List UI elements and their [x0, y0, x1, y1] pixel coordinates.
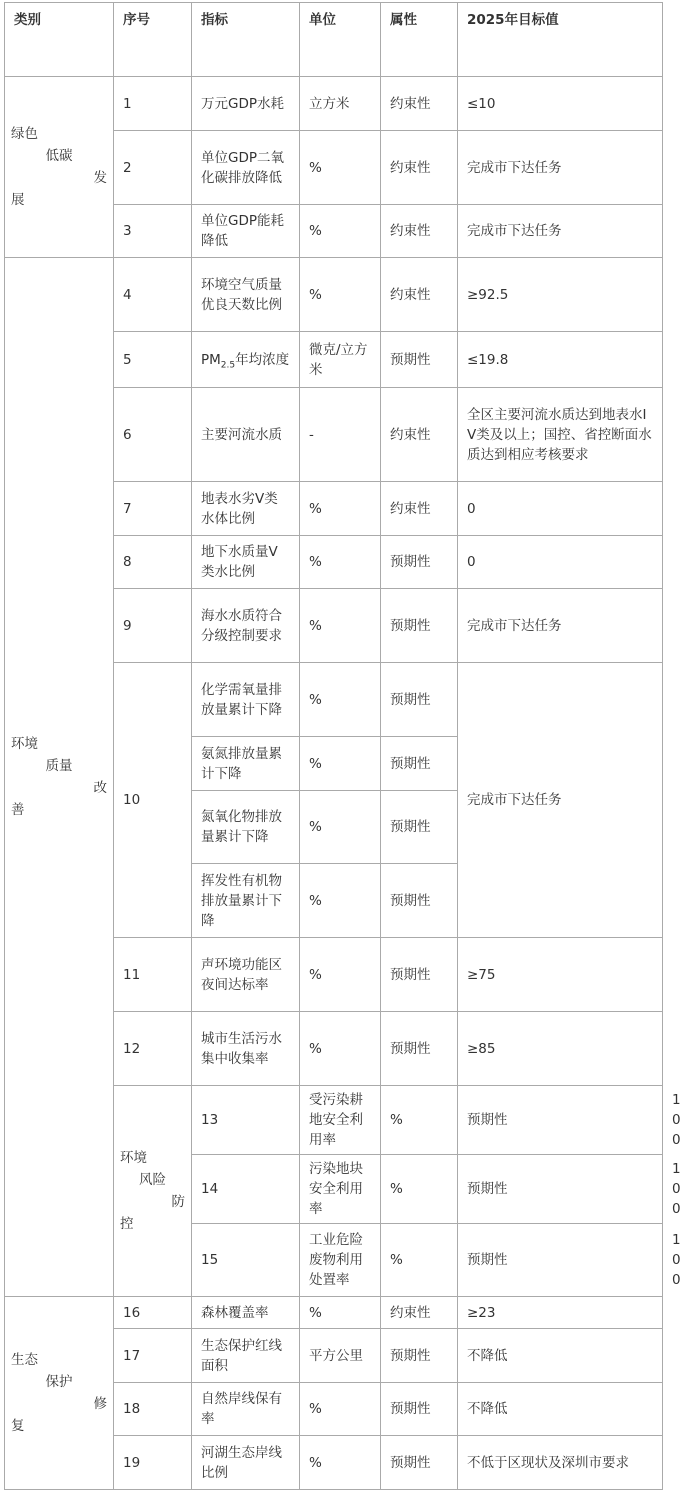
row-target: 不降低	[458, 1383, 663, 1436]
row-attribute: 预期性	[381, 791, 458, 864]
row-indicator: 自然岸线保有率	[192, 1383, 300, 1436]
row-attribute: 预期性	[381, 332, 458, 388]
row-attribute: 预期性	[381, 737, 458, 791]
row-target: ≥85	[458, 1012, 663, 1086]
indicator-subscript: 2.5	[220, 360, 236, 371]
row-indicator: 受污染耕地安全利用率	[300, 1086, 381, 1155]
category-text: 环境	[120, 1150, 147, 1166]
category-text: 复	[11, 1418, 25, 1434]
category-text: 发	[93, 170, 107, 186]
row-index: 10	[114, 663, 192, 938]
row-indicator: 单位GDP二氧化碳排放降低	[192, 131, 300, 205]
row-unit: 微克/立方米	[300, 332, 381, 388]
row-indicator: 主要河流水质	[192, 388, 300, 482]
row-attribute: 预期性	[381, 1436, 458, 1490]
row-unit: %	[300, 737, 381, 791]
indicator-text: 年均浓度	[235, 351, 290, 368]
row-indicator: 单位GDP能耗降低	[192, 205, 300, 258]
row-index: 18	[114, 1383, 192, 1436]
row-attribute: 预期性	[381, 1383, 458, 1436]
row-index: 14	[192, 1155, 300, 1224]
category-text: 善	[11, 802, 25, 818]
row-indicator: 森林覆盖率	[192, 1297, 300, 1329]
row-indicator: 地下水质量V类水比例	[192, 536, 300, 589]
header-category: 类别	[5, 3, 114, 77]
header-target: 2025年目标值	[458, 3, 663, 77]
row-attribute: 约束性	[381, 131, 458, 205]
row-target: ≥92.5	[458, 258, 663, 332]
row-index: 4	[114, 258, 192, 332]
row-attribute: 预期性	[381, 864, 458, 938]
category-text: 改	[93, 780, 107, 796]
row-indicator: 城市生活污水集中收集率	[192, 1012, 300, 1086]
table-row	[5, 77, 663, 131]
row-index: 13	[192, 1086, 300, 1155]
row-attribute: 预期性	[381, 589, 458, 663]
row-unit: %	[300, 938, 381, 1012]
category-text: 修	[93, 1396, 107, 1412]
row-unit: %	[300, 1436, 381, 1490]
row-indicator: 声环境功能区夜间达标率	[192, 938, 300, 1012]
row-indicator: 氮氧化物排放量累计下降	[192, 791, 300, 864]
table-row: 环境 风险 防 控 13 受污染耕地安全利用率 % 预期性 100	[5, 1086, 663, 1155]
row-index: 2	[114, 131, 192, 205]
row-index: 1	[114, 77, 192, 131]
row-unit: %	[300, 663, 381, 737]
row-attribute: 预期性	[458, 1086, 663, 1155]
row-indicator: 工业危险废物利用处置率	[300, 1224, 381, 1297]
table-row	[5, 258, 663, 332]
row-indicator: 化学需氧量排放量累计下降	[192, 663, 300, 737]
category-text: 展	[11, 192, 25, 208]
row-target: ≥23	[458, 1297, 663, 1329]
row-unit: -	[300, 388, 381, 482]
row-target: ≥75	[458, 938, 663, 1012]
row-index: 16	[114, 1297, 192, 1329]
category-text: 保护	[45, 1374, 73, 1390]
row-target: 完成市下达任务	[458, 205, 663, 258]
row-attribute: 约束性	[381, 388, 458, 482]
row-attribute: 预期性	[381, 1329, 458, 1383]
header-index: 序号	[114, 3, 192, 77]
row-indicator: 环境空气质量优良天数比例	[192, 258, 300, 332]
category-cell	[5, 258, 114, 1297]
row-unit: %	[300, 131, 381, 205]
row-target: 不低于区现状及深圳市要求	[458, 1436, 663, 1490]
row-unit: %	[300, 589, 381, 663]
table-row	[5, 1297, 663, 1329]
row-indicator: 地表水劣V类水体比例	[192, 482, 300, 536]
header-indicator: 指标	[192, 3, 300, 77]
row-target: 不降低	[458, 1329, 663, 1383]
row-index: 17	[114, 1329, 192, 1383]
row-indicator: 生态保护红线面积	[192, 1329, 300, 1383]
indicator-table	[4, 2, 681, 1490]
row-indicator: 海水水质符合分级控制要求	[192, 589, 300, 663]
row-indicator: 万元GDP水耗	[192, 77, 300, 131]
row-unit: %	[300, 205, 381, 258]
row-index: 3	[114, 205, 192, 258]
row-unit: %	[381, 1086, 458, 1155]
header-unit: 单位	[300, 3, 381, 77]
row-indicator	[192, 332, 300, 388]
category-text: 生态	[11, 1352, 38, 1368]
row-target: 完成市下达任务	[458, 589, 663, 663]
table-row: 14 污染地块安全利用率 % 预期性 100	[5, 1155, 663, 1224]
row-unit: %	[300, 482, 381, 536]
row-indicator: 河湖生态岸线比例	[192, 1436, 300, 1490]
row-indicator: 挥发性有机物排放量累计下降	[192, 864, 300, 938]
row-indicator: 氨氮排放量累计下降	[192, 737, 300, 791]
row-unit: 平方公里	[300, 1329, 381, 1383]
category-text: 风险	[139, 1172, 166, 1188]
category-text: 防	[171, 1194, 185, 1210]
row-target: 0	[458, 536, 663, 589]
row-index: 15	[192, 1224, 300, 1297]
row-index: 7	[114, 482, 192, 536]
row-attribute: 预期性	[381, 1012, 458, 1086]
category-text: 环境	[11, 736, 38, 752]
category-cell	[5, 77, 114, 258]
row-index: 9	[114, 589, 192, 663]
row-indicator: 污染地块安全利用率	[300, 1155, 381, 1224]
row-unit: %	[300, 536, 381, 589]
row-unit: 立方米	[300, 77, 381, 131]
row-unit: %	[300, 258, 381, 332]
category-cell	[114, 1086, 192, 1297]
row-index: 6	[114, 388, 192, 482]
row-unit: %	[381, 1155, 458, 1224]
row-unit: %	[300, 1297, 381, 1329]
category-text: 控	[120, 1216, 134, 1232]
table-row: 15 工业危险废物利用处置率 % 预期性 100	[5, 1224, 663, 1297]
row-index: 19	[114, 1436, 192, 1490]
row-index: 5	[114, 332, 192, 388]
row-index: 8	[114, 536, 192, 589]
row-unit: %	[300, 1383, 381, 1436]
category-text: 低碳	[45, 148, 73, 164]
row-target: 全区主要河流水质达到地表水IV类及以上；国控、省控断面水质达到相应考核要求	[458, 388, 663, 482]
row-attribute: 约束性	[381, 482, 458, 536]
row-unit: %	[300, 1012, 381, 1086]
row-attribute: 预期性	[381, 938, 458, 1012]
row-target: 完成市下达任务	[458, 663, 663, 938]
row-attribute: 约束性	[381, 1297, 458, 1329]
category-text: 绿色	[11, 126, 38, 142]
row-unit: %	[300, 791, 381, 864]
category-text: 质量	[45, 758, 73, 774]
row-target: 完成市下达任务	[458, 131, 663, 205]
header-attribute: 属性	[381, 3, 458, 77]
row-target: 0	[458, 482, 663, 536]
row-target: ≤19.8	[458, 332, 663, 388]
row-index: 12	[114, 1012, 192, 1086]
row-attribute: 预期性	[381, 663, 458, 737]
row-attribute: 预期性	[381, 536, 458, 589]
header-row	[5, 3, 663, 77]
row-unit: %	[381, 1224, 458, 1297]
row-attribute: 约束性	[381, 77, 458, 131]
row-attribute: 约束性	[381, 205, 458, 258]
row-attribute: 预期性	[458, 1224, 663, 1297]
row-index: 11	[114, 938, 192, 1012]
indicator-text: PM	[201, 351, 221, 368]
row-attribute: 约束性	[381, 258, 458, 332]
row-target: ≤10	[458, 77, 663, 131]
category-cell	[5, 1297, 114, 1490]
row-attribute: 预期性	[458, 1155, 663, 1224]
row-unit: %	[300, 864, 381, 938]
